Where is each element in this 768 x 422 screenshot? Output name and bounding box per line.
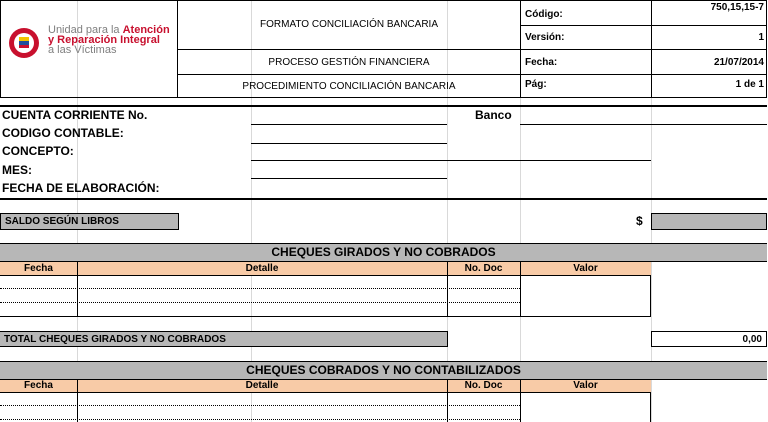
account-label: CUENTA CORRIENTE No. xyxy=(2,108,148,122)
logo-text-line2: y Reparación Integral xyxy=(48,34,160,46)
version-value: 1 xyxy=(758,32,764,43)
bank-label: Banco xyxy=(475,108,512,122)
table-row[interactable] xyxy=(0,392,520,406)
col-no-doc: No. Doc xyxy=(447,262,520,275)
col-no-doc: No. Doc xyxy=(447,380,520,392)
separator xyxy=(0,105,767,107)
format-title: FORMATO CONCILIACIÓN BANCARIA xyxy=(260,19,438,30)
date-label: Fecha: xyxy=(525,56,558,68)
col-fecha: Fecha xyxy=(0,262,77,275)
logo xyxy=(8,24,176,64)
code-label: Código: xyxy=(525,8,563,20)
elaboration-date-label: FECHA DE ELABORACIÓN: xyxy=(2,181,160,195)
separator xyxy=(0,198,767,200)
page-label: Pág: xyxy=(525,79,547,90)
section1-title: CHEQUES GIRADOS Y NO COBRADOS xyxy=(0,244,767,261)
total-label: TOTAL CHEQUES GIRADOS Y NO COBRADOS xyxy=(0,331,447,347)
date-value: 21/07/2014 xyxy=(713,56,764,68)
month-field[interactable] xyxy=(251,178,447,179)
table-row[interactable] xyxy=(0,275,520,289)
page-value: 1 de 1 xyxy=(735,79,764,90)
col-valor: Valor xyxy=(520,380,651,392)
procedure-title: PROCEDIMIENTO CONCILIACIÓN BANCARIA xyxy=(242,81,456,92)
col-detalle: Detalle xyxy=(77,380,447,392)
col-detalle: Detalle xyxy=(77,262,447,275)
saldo-currency: $ xyxy=(636,214,643,228)
concept-field[interactable] xyxy=(251,160,651,161)
table-row[interactable] xyxy=(0,406,520,420)
month-label: MES: xyxy=(2,163,32,177)
concept-label: CONCEPTO: xyxy=(2,144,74,158)
col-fecha: Fecha xyxy=(0,380,77,392)
section2-title: CHEQUES COBRADOS Y NO CONTABILIZADOS xyxy=(0,362,767,379)
total-value: 0,00 xyxy=(651,331,767,347)
process-title: PROCESO GESTIÓN FINANCIERA xyxy=(268,56,430,68)
coat-of-arms-icon xyxy=(8,27,40,59)
logo-text-regular: Unidad para la xyxy=(48,24,123,36)
accounting-code-field[interactable] xyxy=(251,143,447,144)
saldo-value-field[interactable] xyxy=(651,213,767,230)
accounting-code-label: CODIGO CONTABLE: xyxy=(2,126,124,140)
col-valor: Valor xyxy=(520,262,651,275)
table-row[interactable] xyxy=(0,289,520,303)
logo-text-bold: Atención xyxy=(122,24,170,36)
saldo-label: SALDO SEGÚN LIBROS xyxy=(0,213,179,230)
code-value: 750,15,15-7 xyxy=(710,1,764,13)
account-field[interactable] xyxy=(251,124,447,125)
logo-text-line3: a las Víctimas xyxy=(48,44,117,56)
version-label: Versión: xyxy=(525,32,565,43)
bank-field[interactable] xyxy=(520,124,767,125)
